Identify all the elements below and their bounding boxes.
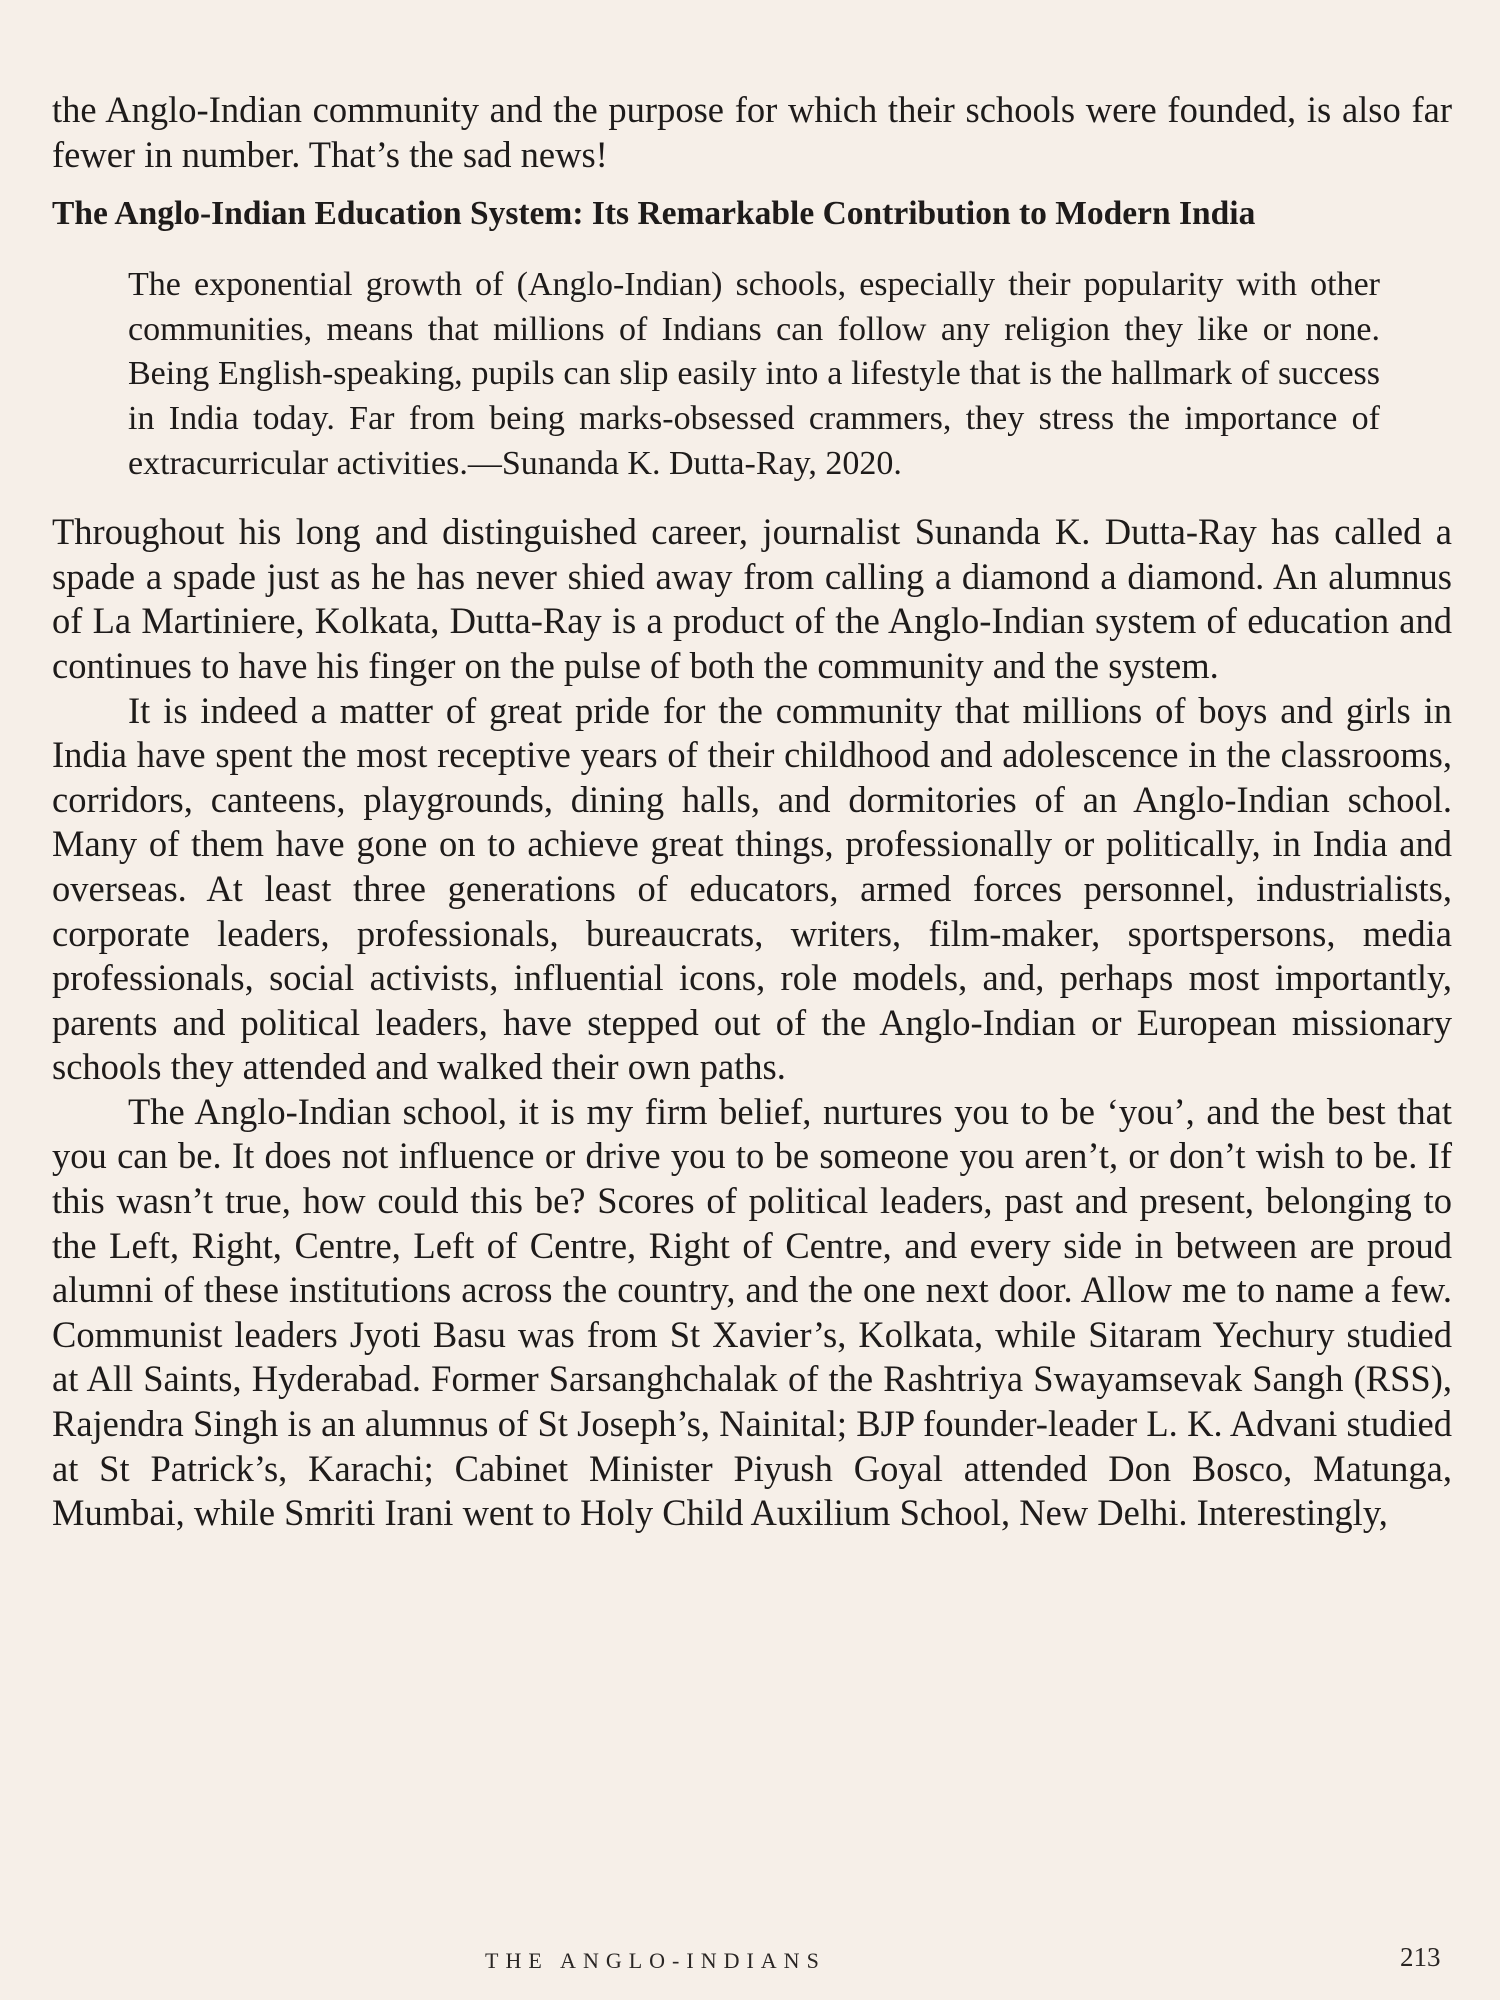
section-heading: The Anglo-Indian Education System: Its Remarkable Contribution to Modern India: [52, 195, 1256, 233]
body-paragraph-2: It is indeed a matter of great pride for the community that millions of boys and girls in India have spent the most receptive years of their childhood and adolescence in the classrooms, corridors, canteens, playgrounds, dining halls, and dormitories of an Anglo-Indian school. Many of them have gone on to achieve great things, professionally or politically, in India and overseas. At least three generations of educators, armed forces personnel, industrialists, corporate leaders, professionals, bureaucrats, writers, film-maker, sportspersons, media professionals, social activists, influential icons, role models, and, perhaps most importantly, parents and political leaders, have stepped out of the Anglo-Indian or European missionary schools they attended and walked their own paths.: [52, 689, 1452, 1088]
epigraph-quote: The exponential growth of (Anglo-Indian) schools, especially their popularity with other communities, means that millions of Indians can follow any religion they like or none. Being English-speaking, pupils can slip easily into a lifestyle that is the hallmark of success in India today. Far from being marks-obsessed crammers, they stress the importance of extracurricular activities.—Sunanda K. Dutta-Ray, 2020.: [128, 266, 1380, 482]
page-number: 213: [1400, 1942, 1441, 1972]
page-content: [52, 88, 1452, 1536]
body-paragraph-1: Throughout his long and distinguished career, journalist Sunanda K. Dutta-Ray has called a spade a spade just as he has never shied away from calling a diamond a diamond. An alumnus of La Martiniere, Kolkata, Dutta-Ray is a product of the Anglo-Indian system of education and continues to have his finger on the pulse of both the community and the system.: [52, 511, 1452, 686]
page-footer: [0, 1942, 1500, 1988]
body-paragraph-3: The Anglo-Indian school, it is my firm belief, nurtures you to be ‘you’, and the best that you can be. It does not influence or drive you to be someone you aren’t, or don’t wish to be. If this wasn’t true, how could this be? Scores of political leaders, past and present, belonging to the Left, Right, Centre, Left of Centre, Right of Centre, and every side in between are proud alumni of these institutions across the country, and the one next door. Allow me to name a few. Communist leaders Jyoti Basu was from St Xavier’s, Kolkata, while Sitaram Yechury studied at All Saints, Hyderabad. Former Sarsanghchalak of the Rashtriya Swayamsevak Sangh (RSS), Rajendra Singh is an alumnus of St Joseph’s, Nainital; BJP founder-leader L. K. Advani studied at St Patrick’s, Karachi; Cabinet Minister Piyush Goyal attended Don Bosco, Matunga, Mumbai, while Smriti Irani went to Holy Child Auxilium School, New Delhi. Interestingly,: [52, 1090, 1452, 1534]
running-head: THE ANGLO-INDIANS: [485, 1948, 826, 1973]
intro-paragraph: the Anglo-Indian community and the purpose for which their schools were founded, is also far fewer in number. That’s the sad news!: [52, 89, 1452, 175]
